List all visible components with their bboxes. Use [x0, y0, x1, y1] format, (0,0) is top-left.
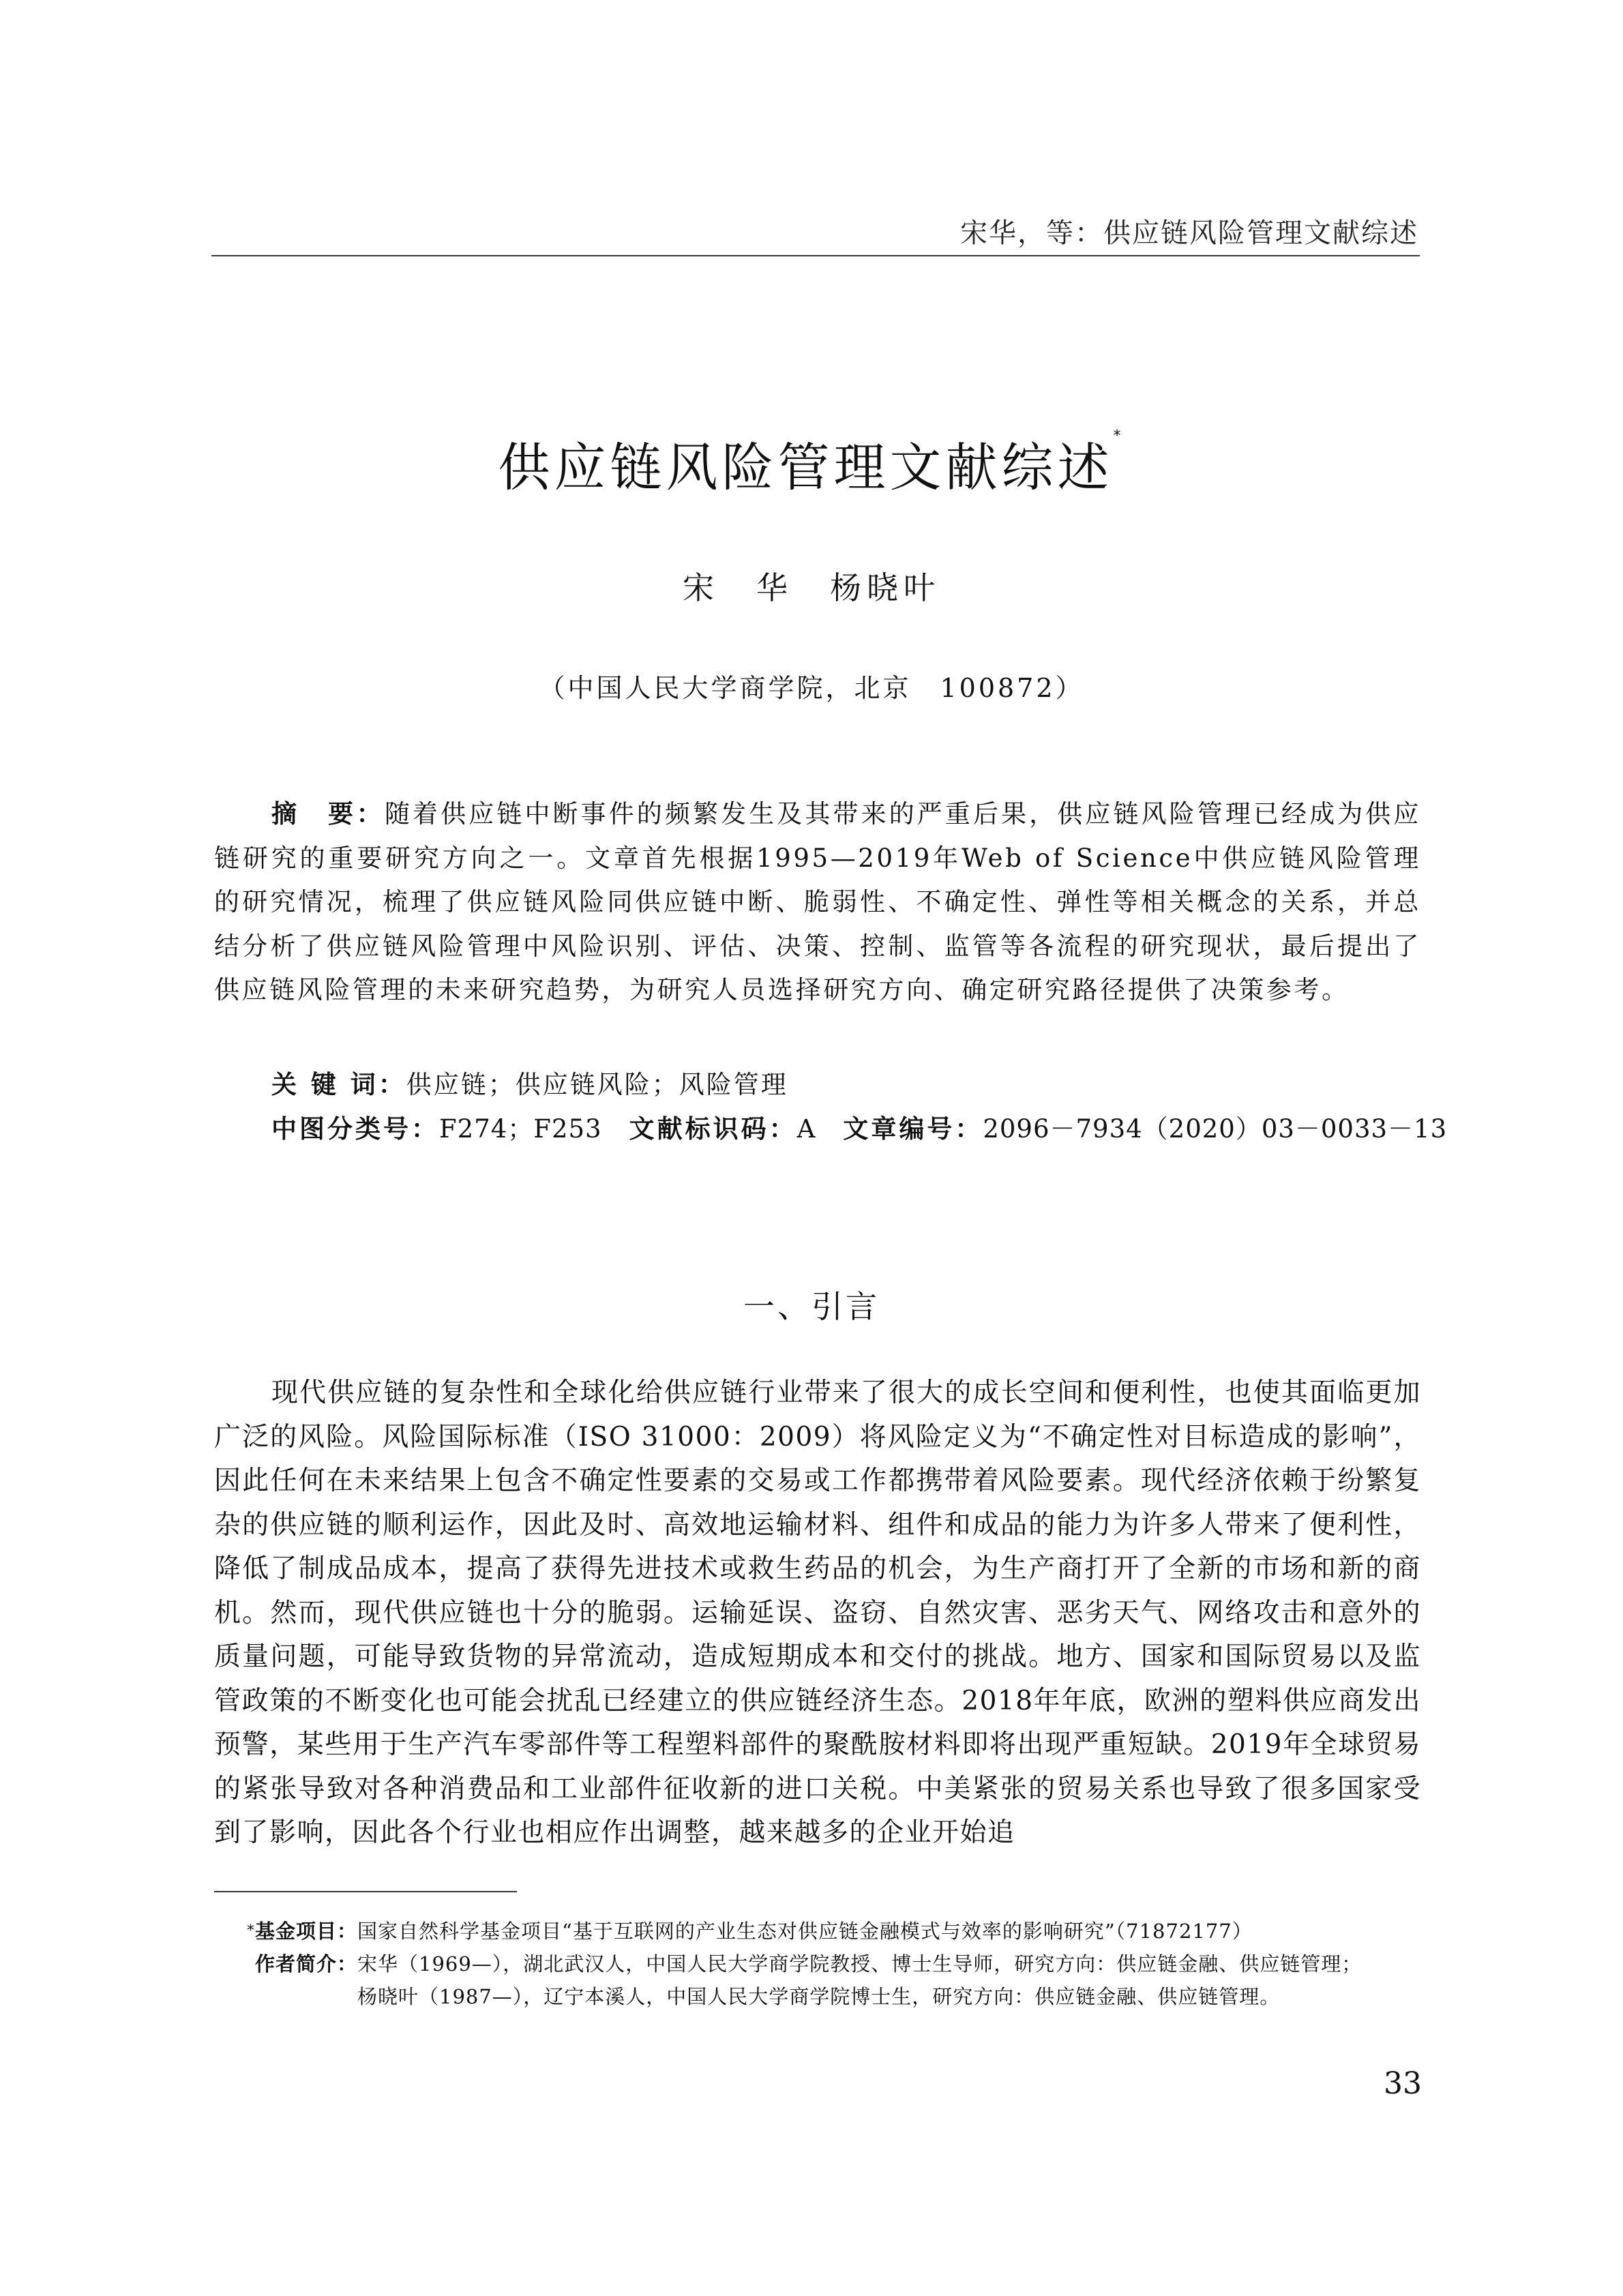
abstract-label: 摘 要： [271, 799, 385, 829]
fund-label-text: 基金项目： [254, 1920, 357, 1943]
article-title [0, 426, 1623, 501]
footnotes [214, 1915, 1428, 2013]
clc-value: F274；F253 [439, 1114, 602, 1144]
fund-footnote [214, 1915, 1428, 1948]
author-footnote [214, 1948, 1428, 2013]
intro-paragraph: 现代供应链的复杂性和全球化给供应链行业带来了很大的成长空间和便利性，也使其面临更加广泛的风险。风险国际标准（ISO 31000：2009）将风险定义为“不确定性对目标造成的影响”，因此任何在未来结果上包含不确定性要素的交易或工作都携带着风险要素。现代经济依赖于纷繁复杂的供应链的顺利运作，因此及时、高效地运输材料、组件和成品的能力为许多人带来了便利性，降低了制成品成本，提高了获得先进技术或救生药品的机会，为生产商打开了全新的市场和新的商机。然而，现代供应链也十分的脆弱。运输延误、盗窃、自然灾害、恶劣天气、网络攻击和意外的质量问题，可能导致货物的异常流动，造成短期成本和交付的挑战。地方、国家和国际贸易以及监管政策的不断变化也可能会扰乱已经建立的供应链经济生态。2018年年底，欧洲的塑料供应商发出预警，某些用于生产汽车零部件等工程塑料部件的聚酰胺材料即将出现严重短缺。2019年全球贸易的紧张导致对各种消费品和工业部件征收新的进口关税。中美紧张的贸易关系也导致了很多国家受到了影响，因此各个行业也相应作出调整，越来越多的企业开始追 [214, 1377, 1421, 1848]
header-rule [211, 255, 1420, 256]
running-header: 宋华，等：供应链风险管理文献综述 [960, 218, 1418, 249]
article-no-value: 2096－7934（2020）03－0033－13 [983, 1114, 1448, 1144]
authors: 宋 华 杨晓叶 [683, 569, 940, 606]
author-bio-line-2: 杨晓叶（1987—），辽宁本溪人，中国人民大学商学院博士生，研究方向：供应链金融、供应链管理。 [357, 1985, 1281, 2008]
section-heading: 一、引言 [743, 1288, 880, 1325]
doc-code-label: 文献标识码： [629, 1114, 797, 1144]
author-bio [357, 1948, 1428, 2013]
footnote-rule [214, 1891, 517, 1892]
affiliation: （中国人民大学商学院，北京 100872） [539, 673, 1084, 703]
doc-code-value: A [796, 1114, 816, 1144]
fund-label [214, 1915, 357, 1948]
keywords-label: 关 键 词： [271, 1070, 406, 1099]
author-bio-line-1: 宋华（1969—），湖北武汉人，中国人民大学商学院教授、博士生导师，研究方向：供应链金融、供应链管理； [357, 1952, 1363, 1976]
article-no-label: 文章编号： [843, 1114, 983, 1144]
keywords-text: 供应链；供应链风险；风险管理 [406, 1070, 788, 1099]
classification-line [271, 1108, 1448, 1145]
title-text: 供应链风险管理文献综述 [498, 437, 1114, 498]
keywords [271, 1064, 1424, 1101]
fund-marker: * [246, 1922, 255, 1939]
abstract-text: 随着供应链中断事件的频繁发生及其带来的严重后果，供应链风险管理已经成为供应链研究的重要研究方向之一。文章首先根据1995—2019年Web of Science中供应链风险管理的研究情况，梳理了供应链风险同供应链中断、脆弱性、不确定性、弹性等相关概念的关系，并总结分析了供应链风险管理中风险识别、评估、决策、控制、监管等各流程的研究现状，最后提出了供应链风险管理的未来研究趋势，为研究人员选择研究方向、确定研究路径提供了决策参考。 [214, 799, 1421, 1004]
fund-text: 国家自然科学基金项目“基于互联网的产业生态对供应链金融模式与效率的影响研究”（71872177） [357, 1920, 1253, 1943]
clc-label: 中图分类号： [271, 1114, 439, 1144]
abstract [214, 792, 1421, 1013]
author-label: 作者简介： [254, 1952, 357, 1976]
page-number: 33 [1384, 2066, 1422, 2101]
title-footnote-mark: * [1113, 428, 1125, 445]
